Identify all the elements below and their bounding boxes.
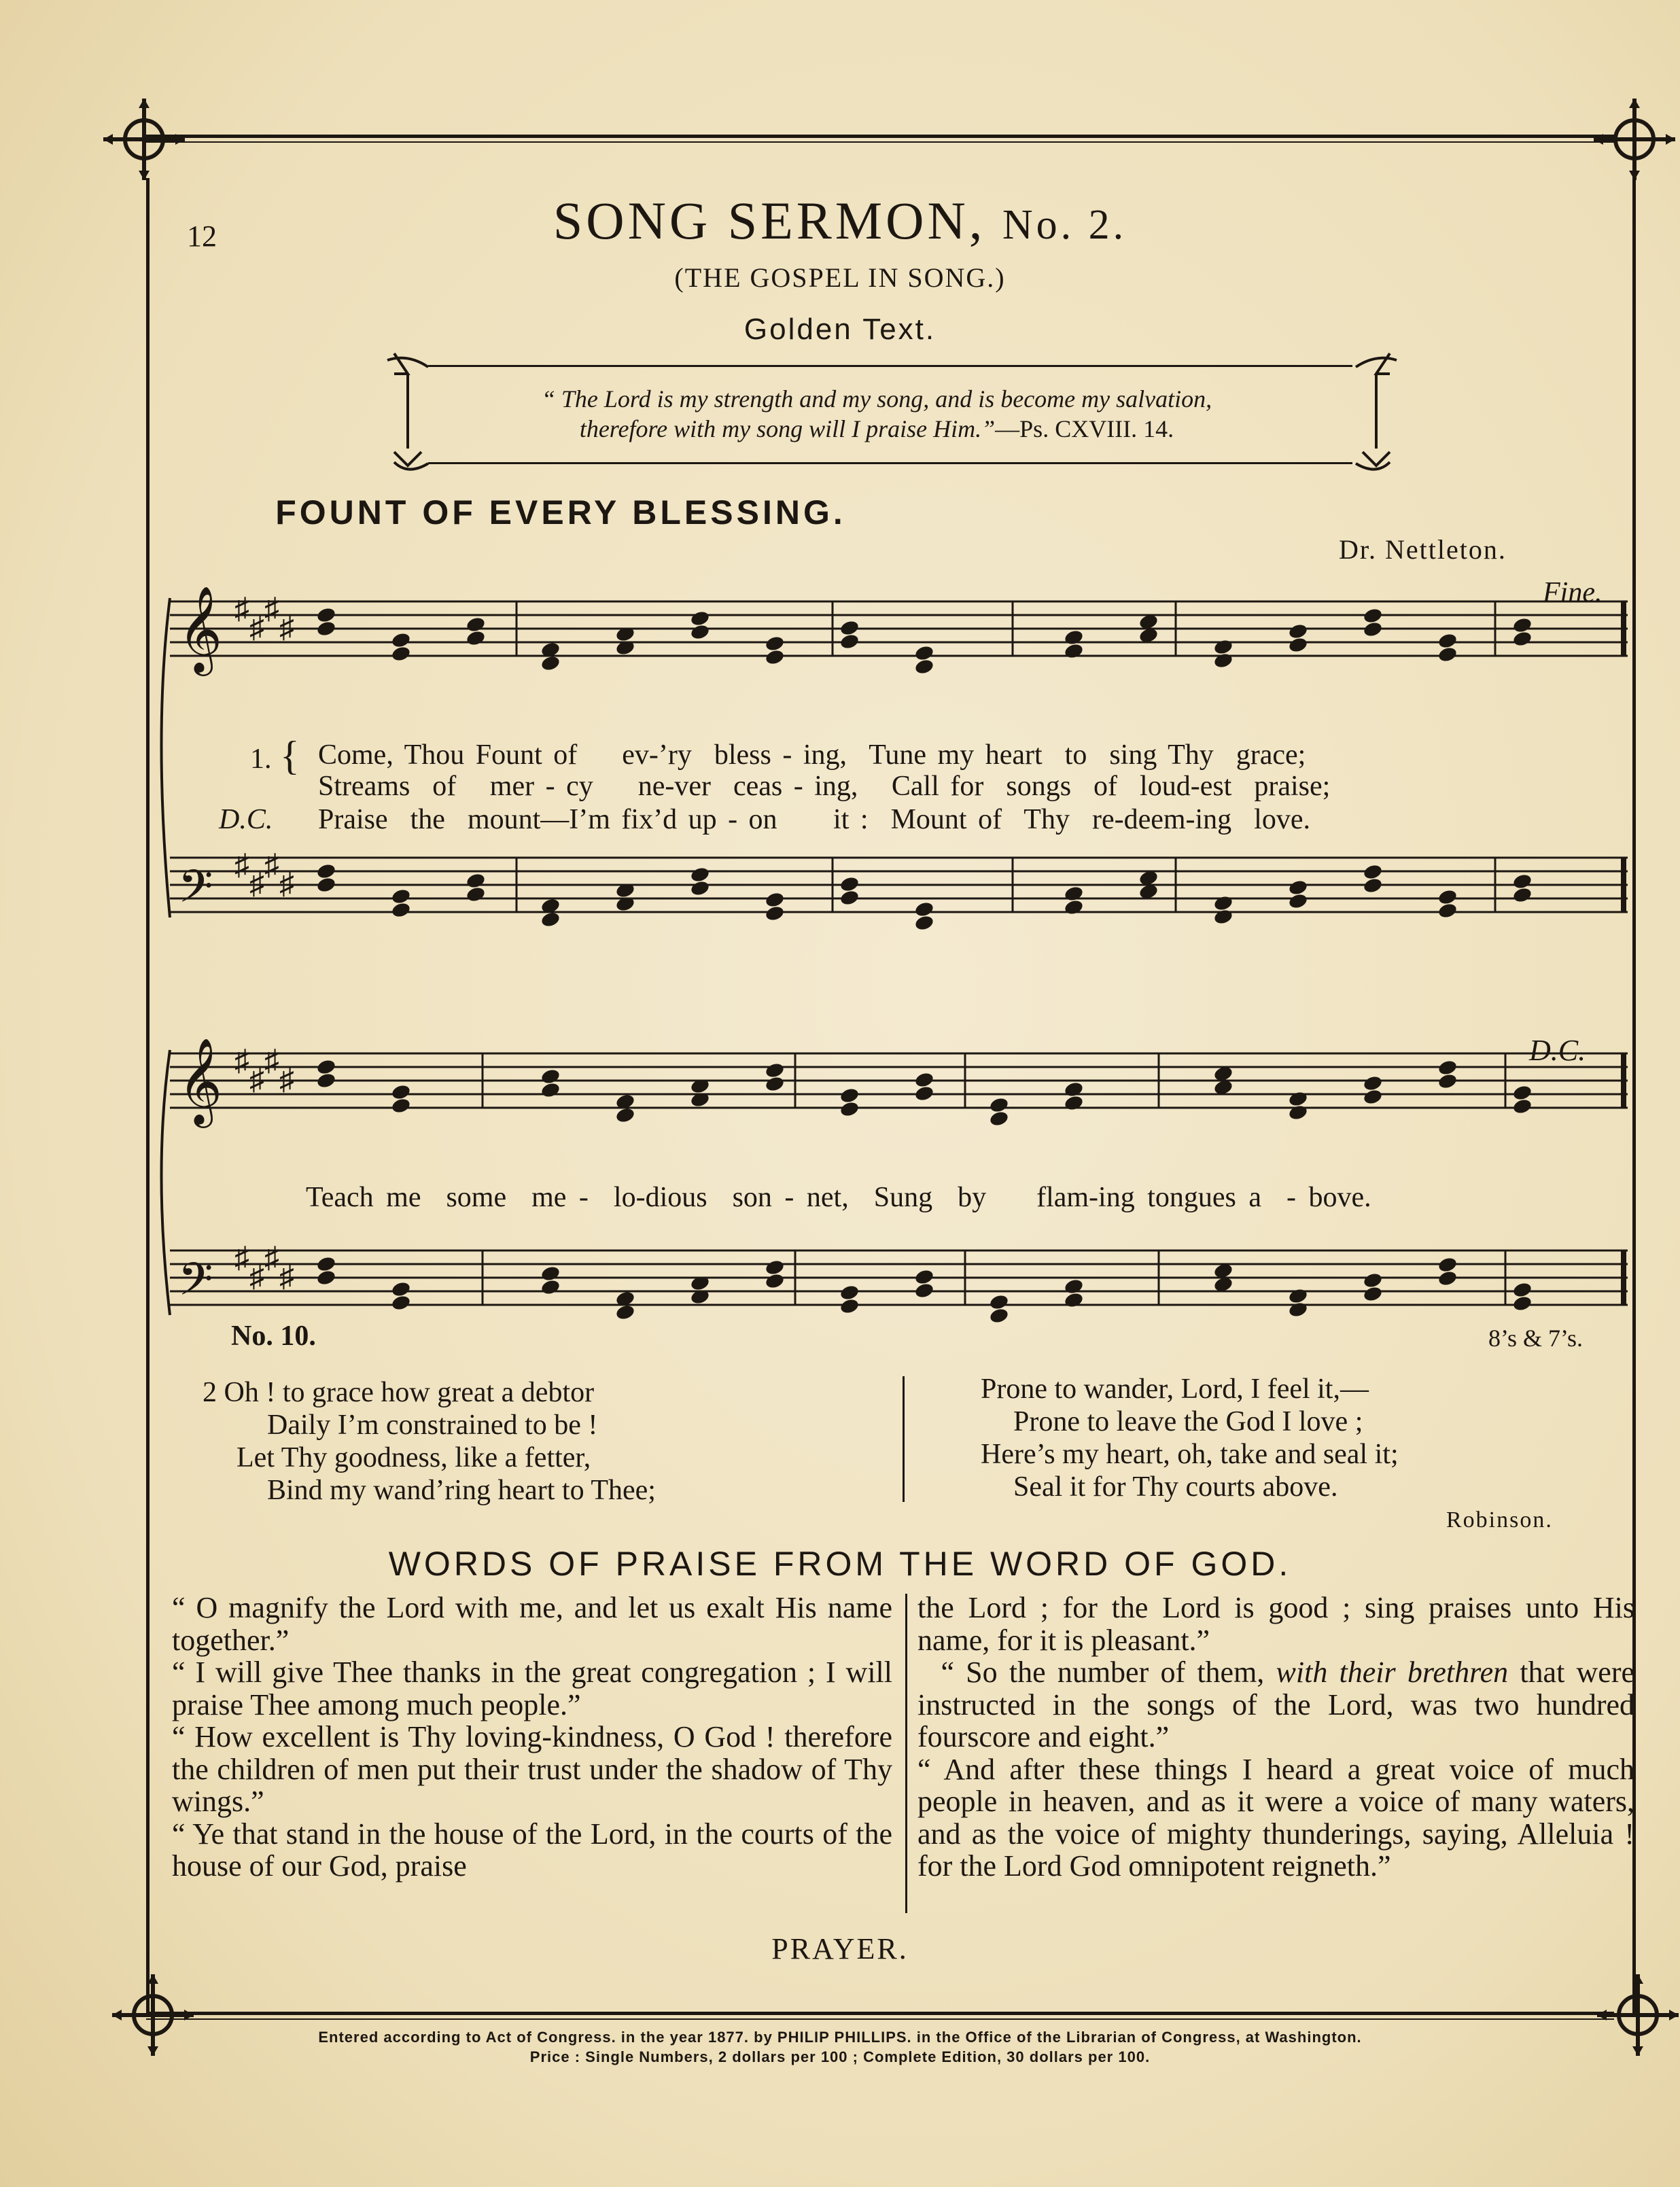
note-head — [316, 876, 337, 894]
bass-clef-icon: 𝄢 — [178, 1255, 213, 1315]
note-head — [466, 616, 487, 633]
page-number: 12 — [187, 220, 217, 253]
note-head — [914, 1085, 935, 1102]
verse-2-line-1: 2 Oh ! to grace how great a debtor — [203, 1377, 595, 1408]
sharp-icon: ♯ — [279, 1260, 294, 1293]
praise-paragraph: the Lord ; for the Lord is good ; sing praises unto His name, for it is pleasant.” — [917, 1591, 1634, 1657]
note-head — [466, 886, 487, 903]
note-head — [914, 1282, 935, 1299]
page-subtitle: (THE GOSPEL IN SONG.) — [674, 262, 1006, 293]
sharp-icon: ♯ — [279, 1063, 294, 1096]
verse-2-right — [981, 1373, 1633, 1503]
note-head — [1213, 652, 1234, 669]
note-head — [1363, 1272, 1384, 1289]
verse-2-line-6: Prone to leave the God I love ; — [1013, 1406, 1363, 1437]
note-head — [765, 905, 786, 922]
note-head — [1437, 1072, 1458, 1090]
note-head — [690, 879, 711, 897]
note-head — [765, 1075, 786, 1093]
sharp-icon: ♯ — [264, 592, 279, 625]
praise-paragraph: “ And after these things I heard a great voice of much people in heaven, and as it were a voice of many waters, and as the voice of mighty thunderings, saying, Alleluia ! for the Lord God omnipotent reigneth.” — [917, 1752, 1634, 1883]
praise-paragraph: “ I will give Thee thanks in the great congregation ; I will praise Thee among much people.” — [172, 1656, 892, 1721]
note-head — [765, 648, 786, 666]
note-head — [690, 866, 711, 883]
note-head — [540, 1278, 561, 1296]
note-head — [1512, 1098, 1533, 1115]
note-head — [914, 658, 935, 676]
praise-paragraph: “ Ye that stand in the house of the Lord, in the courts of the house of our God, praise — [172, 1817, 892, 1883]
sharp-icon: ♯ — [249, 611, 264, 644]
note-head — [615, 1106, 636, 1124]
final-bar-line — [1621, 601, 1626, 656]
note-head — [1512, 886, 1533, 904]
final-bar-line — [1621, 1053, 1626, 1108]
note-head — [839, 1100, 860, 1118]
note-head — [1064, 1291, 1085, 1309]
verse-2-line-2: Daily I’m constrained to be ! — [267, 1410, 598, 1441]
note-head — [765, 1259, 786, 1276]
note-head — [1437, 1256, 1458, 1274]
note-head — [1064, 629, 1085, 646]
note-head — [1512, 1281, 1533, 1299]
note-head — [765, 635, 786, 652]
note-head — [391, 645, 412, 663]
note-head — [914, 900, 935, 918]
note-head — [1213, 638, 1234, 656]
song-title: FOUNT OF EVERY BLESSING. — [275, 493, 846, 531]
verse-2-left — [203, 1376, 909, 1507]
bottom-border-rule — [146, 2012, 1614, 2015]
hymn-meter: 8’s & 7’s. — [1488, 1325, 1583, 1352]
note-head — [1363, 1074, 1384, 1092]
note-head — [1288, 879, 1309, 896]
note-head — [1064, 898, 1085, 916]
verse-2-line-4: Bind my wand’ring heart to Thee; — [267, 1475, 656, 1506]
note-head — [466, 872, 487, 890]
note-head — [1437, 902, 1458, 920]
sharp-icon: ♯ — [264, 1241, 279, 1274]
sharp-icon: ♯ — [249, 1260, 264, 1293]
bass-clef-icon: 𝄢 — [178, 862, 213, 922]
verse-2-line-3: Let Thy goodness, like a fetter, — [237, 1442, 591, 1473]
note-head — [1064, 885, 1085, 903]
note-head — [914, 1071, 935, 1089]
note-head — [540, 1081, 561, 1099]
praise-paragraph: “ How excellent is Thy loving-kindness, O God ! therefore the children of men put their trust under the shadow of Thy wings.” — [172, 1720, 892, 1818]
note-head — [466, 629, 487, 647]
praise-paragraph: “ So the number of them, with their brethren that were instructed in the songs of the Lord, was two hundred fourscore and eight.” — [917, 1656, 1635, 1753]
note-head — [1363, 607, 1384, 625]
note-head — [765, 1272, 786, 1290]
lyric-dc-label: D.C. — [219, 804, 273, 835]
note-head — [1288, 636, 1309, 654]
note-head — [316, 1072, 337, 1089]
prayer-heading: PRAYER. — [771, 1932, 909, 1965]
note-head — [914, 644, 935, 662]
hymn-number: No. 10. — [231, 1320, 316, 1352]
note-head — [989, 1110, 1010, 1127]
price-notice: Price : Single Numbers, 2 dollars per 100 ; Complete Edition, 30 dollars per 100. — [529, 2048, 1151, 2065]
note-head — [1363, 620, 1384, 638]
note-head — [1437, 888, 1458, 906]
note-head — [1213, 894, 1234, 912]
final-bar-line — [1621, 858, 1626, 912]
treble-clef-icon: 𝄞 — [178, 587, 223, 671]
note-head — [989, 1096, 1010, 1114]
note-head — [1437, 646, 1458, 663]
sharp-icon: ♯ — [264, 848, 279, 881]
sharp-icon: ♯ — [234, 592, 249, 625]
quote-line-2: therefore with my song will I praise Him.” — [579, 415, 996, 442]
note-head — [1437, 632, 1458, 650]
note-head — [1512, 1295, 1533, 1312]
lyric-line-1: Come, Thou Fount of ev-’ry bless - ing, Tune my heart to sing Thy grace; — [318, 739, 1306, 771]
note-head — [316, 862, 337, 880]
fine-marking: Fine. — [1543, 577, 1603, 608]
sharp-icon: ♯ — [234, 848, 249, 881]
sharp-icon: ♯ — [234, 1044, 249, 1077]
verse-2-line-5: Prone to wander, Lord, I feel it,— — [981, 1374, 1369, 1405]
note-head — [1437, 1270, 1458, 1287]
copyright-notice: Entered according to Act of Congress. in the year 1877. by PHILIP PHILLIPS. in the Office of the Librarian of Congress, at Washington. — [318, 2029, 1362, 2046]
note-head — [839, 633, 860, 650]
note-head — [391, 1280, 412, 1298]
song-composer: Dr. Nettleton. — [1339, 534, 1507, 565]
note-head — [989, 1293, 1010, 1311]
note-head — [1064, 1081, 1085, 1098]
note-head — [316, 1269, 337, 1287]
lyric-line-2: Streams of mer - cy ne-ver ceas - ing, Call for songs of loud-est praise; — [318, 771, 1331, 802]
note-head — [391, 631, 412, 649]
dc-marking: D.C. — [1529, 1034, 1586, 1067]
note-head — [839, 1284, 860, 1301]
note-head — [1437, 1059, 1458, 1077]
note-head — [1363, 1088, 1384, 1106]
praise-column-divider — [905, 1594, 907, 1913]
note-head — [391, 888, 412, 905]
note-head — [316, 1255, 337, 1273]
note-head — [914, 1268, 935, 1286]
note-head — [1363, 877, 1384, 894]
title-main: SONG SERMON, — [553, 191, 986, 250]
note-head — [316, 606, 337, 624]
note-head — [1363, 863, 1384, 881]
note-head — [1512, 873, 1533, 890]
note-head — [1288, 1090, 1309, 1108]
note-head — [540, 1265, 561, 1282]
note-head — [765, 1062, 786, 1079]
note-head — [1288, 1287, 1309, 1305]
note-head — [914, 914, 935, 932]
note-head — [1512, 1084, 1533, 1102]
quote-reference: —Ps. CXVIII. 14. — [995, 415, 1174, 442]
sharp-icon: ♯ — [279, 867, 294, 900]
verse-2-line-7: Here’s my heart, oh, take and seal it; — [981, 1439, 1399, 1470]
lyric-brace: { — [280, 733, 300, 778]
note-head — [540, 911, 561, 928]
note-head — [1512, 616, 1533, 634]
note-head — [1064, 1278, 1085, 1295]
note-head — [316, 1058, 337, 1076]
title-number: No. 2. — [1002, 202, 1127, 248]
praise-column-right — [917, 1592, 1634, 1883]
note-head — [540, 1068, 561, 1085]
praise-column-left — [172, 1592, 892, 1883]
bottom-border-rule-thin — [146, 2018, 1614, 2020]
quote-line-1: “ The Lord is my strength and my song, and is become my salvation, — [541, 385, 1212, 413]
lyric-line-3: Praise the mount—I’m fix’d up - on it : Mount of Thy re-deem-ing love. — [318, 804, 1310, 835]
note-head — [391, 1097, 412, 1115]
note-head — [839, 619, 860, 637]
treble-clef-icon: 𝄞 — [178, 1039, 223, 1123]
note-head — [690, 623, 711, 641]
note-head — [1064, 1094, 1085, 1112]
note-head — [1213, 908, 1234, 926]
sharp-icon: ♯ — [279, 611, 294, 644]
note-head — [615, 1304, 636, 1321]
note-head — [1512, 630, 1533, 648]
final-bar-line — [1621, 1250, 1626, 1305]
note-head — [839, 1297, 860, 1315]
lyric-line-4: Teach me some me - lo-dious son - net, Sung by flam-ing tongues a - bove. — [306, 1182, 1371, 1213]
note-head — [690, 610, 711, 627]
note-head — [839, 889, 860, 907]
note-head — [391, 1294, 412, 1312]
sharp-icon: ♯ — [264, 1044, 279, 1077]
system-brace — [162, 598, 171, 1315]
note-head — [839, 1087, 860, 1104]
note-head — [1064, 642, 1085, 660]
note-head — [1288, 892, 1309, 910]
note-head — [1288, 623, 1309, 640]
note-head — [1363, 1285, 1384, 1303]
verse-number-1: 1. — [250, 743, 272, 775]
note-head — [316, 620, 337, 637]
note-head — [1288, 1301, 1309, 1318]
note-head — [839, 875, 860, 893]
sharp-icon: ♯ — [249, 867, 264, 900]
note-head — [391, 1083, 412, 1101]
golden-text-heading: Golden Text. — [743, 313, 937, 346]
note-head — [391, 901, 412, 919]
verse-2-line-8: Seal it for Thy courts above. — [1013, 1471, 1338, 1503]
note-head — [989, 1307, 1010, 1325]
words-of-praise-heading: WORDS OF PRAISE FROM THE WORD OF GOD. — [388, 1545, 1292, 1583]
verse-divider — [903, 1376, 905, 1502]
note-head — [540, 654, 561, 672]
hymn-author: Robinson. — [1446, 1507, 1553, 1533]
note-head — [765, 891, 786, 909]
praise-paragraph: “ O magnify the Lord with me, and let us exalt His name together.” — [172, 1591, 892, 1657]
sharp-icon: ♯ — [249, 1063, 264, 1096]
sharp-icon: ♯ — [234, 1241, 249, 1274]
note-head — [1288, 1104, 1309, 1121]
